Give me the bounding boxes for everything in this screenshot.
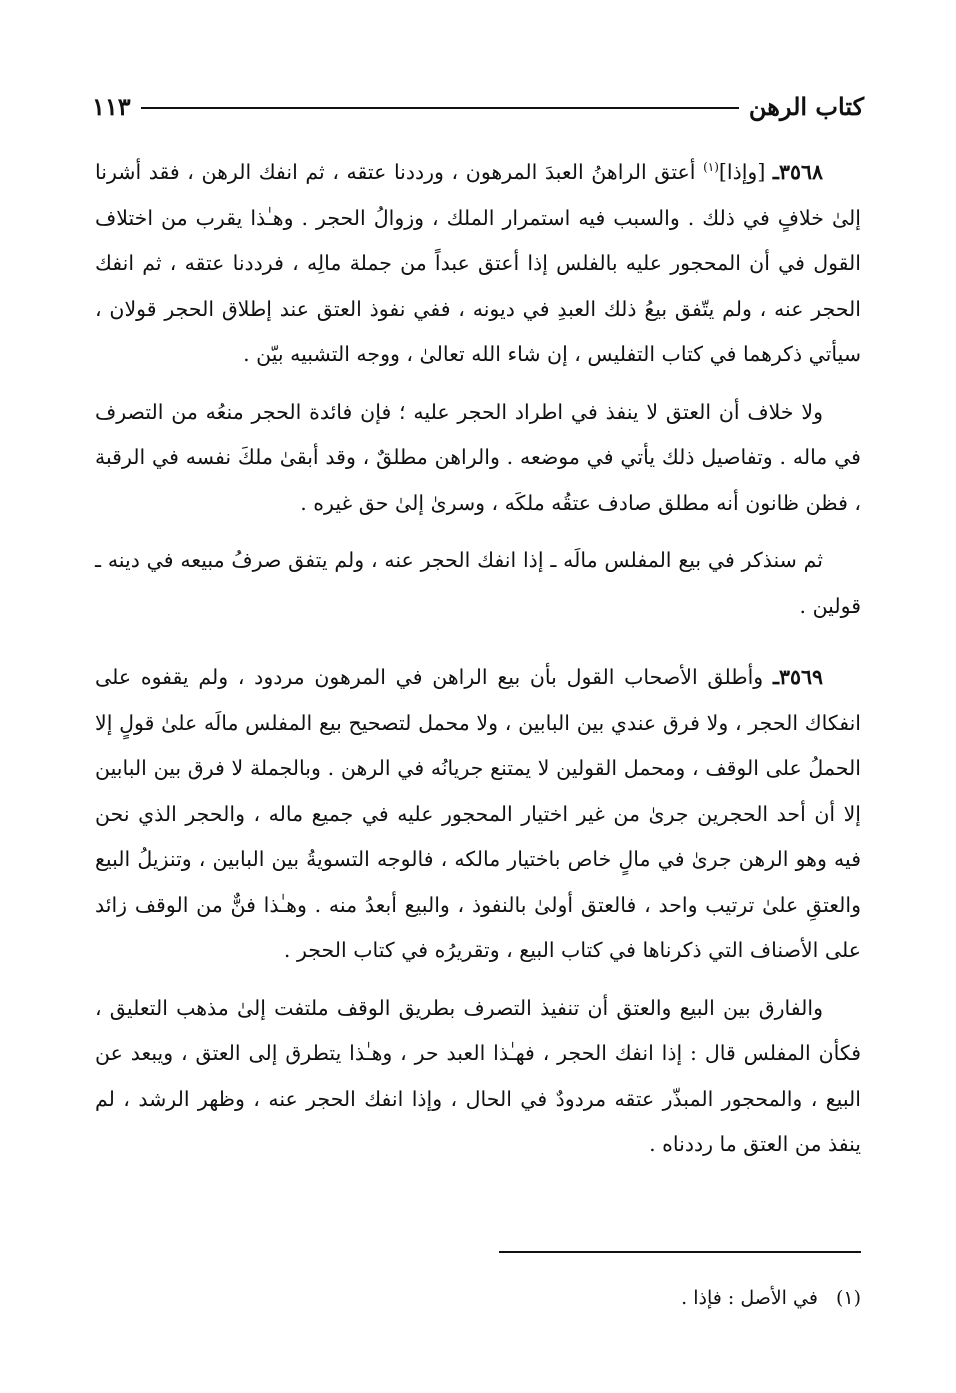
footnote [95,1283,861,1313]
footnote-separator [499,1251,861,1253]
paragraph [95,986,861,1168]
paragraph-text: أعتق الراهنُ العبدَ المرهون ، ورددنا عتقه ، ثم انفك الرهن ، فقد أشرنا إلىٰ خلافٍ في ذلك . والسبب فيه استمرار الملك ، وزوالُ الحجر . وهـٰذا يقرب من اختلاف القول في أن المحجور عليه بالفلس إذا أعتق عبداً من جملة مالِه ، فرددنا عتقه ، ثم انفك الحجر عنه ، ولم يتّفق بيعُ ذلك العبدِ في ديونه ، ففي نفوذ العتق عند إطلاق الحجر قولان ، سيأتي ذكرهما في كتاب التفليس ، إن شاء الله تعالىٰ ، ووجه التشبيه بيّن . [95,160,861,366]
paragraph-text-lead: [وإذا] [718,160,773,184]
paragraph-3568 [95,150,861,378]
running-header [92,86,864,126]
paragraph-text: ثم سنذكر في بيع المفلس مالَه ـ إذا انفك الحجر عنه ، ولم يتفق صرفُ مبيعه في دينه ـ قولين . [95,548,861,618]
header-rule [141,107,739,109]
paragraph-text: وأطلق الأصحاب القول بأن بيع الراهن في المرهون مردود ، ولم يقفوه على انفكاك الحجر ، ولا فرق عندي بين البابين ، ولا محمل لتصحيح بيع المفلس مالَه علىٰ قولٍ إلا الحملُ على الوقف ، ومحمل القولين لا يمتنع جريانُه في الرهن . وبالجملة لا فرق بين البابين إلا أن أحد الحجرين جرىٰ من غير اختيار المحجور عليه في جميع ماله ، والحجر الذي نحن فيه وهو الرهن جرىٰ في مالٍ خاص باختيار مالكه ، فالوجه التسويةُ بين البابين ، وتنزيلُ البيع والعتقِ علىٰ ترتيب واحد ، فالعتق أولىٰ بالنفوذ ، والبيع أبعدُ منه . وهـٰذا فنٌّ من الوقف زائد على الأصناف التي ذكرناها في كتاب البيع ، وتقريرُه في كتاب الحجر . [95,665,861,962]
footnote-number: (١) [835,1287,861,1309]
paragraph [95,390,861,527]
page-number: ١١٣ [92,91,131,121]
footnote-ref[interactable]: (١) [703,160,719,175]
page-body [95,150,861,1180]
paragraph [95,538,861,629]
chapter-title: كتاب الرهن [748,91,864,121]
paragraph-text: والفارق بين البيع والعتق أن تنفيذ التصرف بطريق الوقف ملتفت إلىٰ مذهب التعليق ، فكأن المفلس قال : إذا انفك الحجر ، فهـٰذا العبد حر ، وهـٰذا يتطرق إلى العتق ، ويبعد عن البيع ، والمحجور المبذّر عتقه مردودٌ في الحال ، وإذا انفك الحجر عنه ، وظهر الرشد ، لم ينفذ من العتق ما رددناه . [95,995,861,1156]
paragraph-text: ولا خلاف أن العتق لا ينفذ في اطراد الحجر عليه ؛ فإن فائدة الحجر منعُه من التصرف في ماله . وتفاصيل ذلك يأتي في موضعه . والراهن مطلقٌ ، وقد أبقىٰ ملكَ نفسه في الرقبة ، فظن ظانون أنه مطلق صادف عتقُه ملكَه ، وسرىٰ إلىٰ حق غيره . [95,399,861,515]
paragraph-3569 [95,655,861,974]
footnote-text: في الأصل : فإذا . [681,1287,818,1309]
paragraph-number: ٣٥٦٨ـ [772,160,823,184]
paragraph-number: ٣٥٦٩ـ [772,665,823,689]
